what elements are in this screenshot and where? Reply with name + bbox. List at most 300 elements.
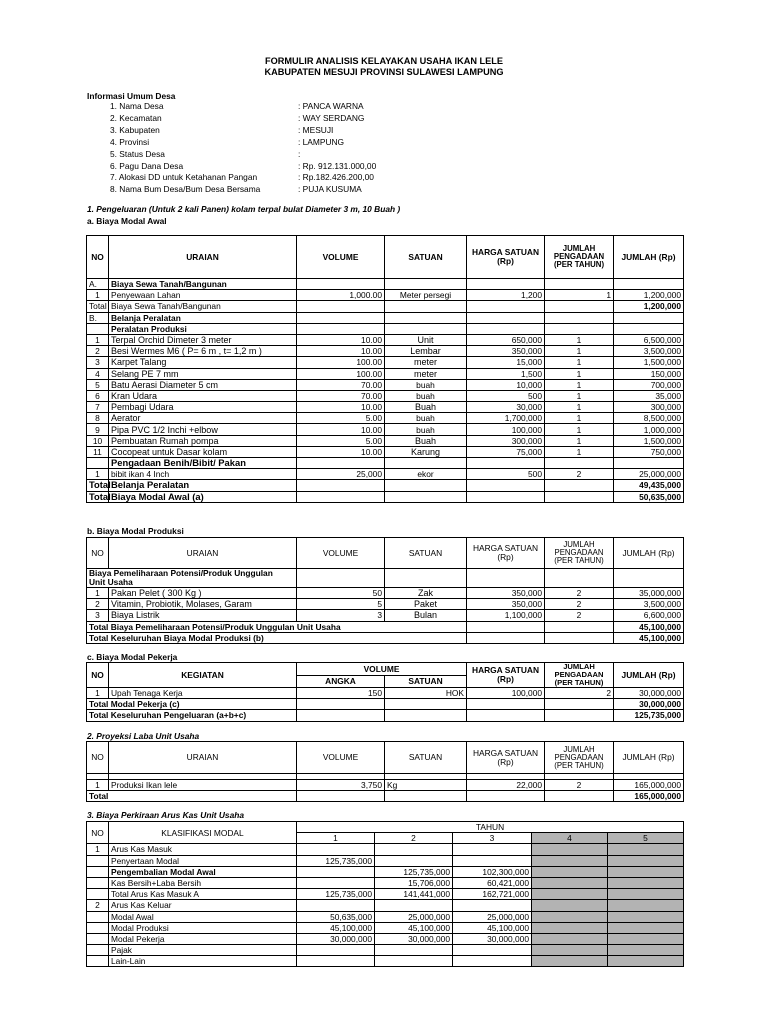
total-value: 165,000,000 — [614, 791, 684, 802]
cell-vol — [297, 301, 385, 312]
cell-no: 2 — [87, 346, 109, 357]
cell-y2: 125,735,000 — [375, 866, 453, 877]
cell-uraian: Pembuatan Rumah pompa — [109, 435, 297, 446]
info-value: : PANCA WARNA — [298, 101, 364, 111]
table-row — [87, 877, 684, 888]
cell-jp: 2 — [545, 780, 614, 791]
cell-label: Lain-Lain — [109, 956, 297, 967]
grand-total-label: Total Keseluruhan Pengeluaran (a+b+c) — [87, 710, 297, 721]
cell-vol: 10.00 — [297, 424, 385, 435]
cell-no: 9 — [87, 424, 109, 435]
cell-y1 — [297, 945, 375, 956]
table-row — [87, 334, 684, 345]
cell-y1 — [297, 844, 375, 855]
cell-harga: 500 — [467, 390, 545, 401]
cell-jp: 1 — [545, 390, 614, 401]
cell-y3: 45,100,000 — [453, 922, 532, 933]
cell-sat — [385, 480, 467, 491]
section-1-heading: 1. Pengeluaran (Untuk 2 kali Panen) kolam terpal bulat Diameter 3 m, 10 Buah ) — [87, 204, 401, 214]
cell-label: Arus Kas Masuk — [109, 844, 297, 855]
col-harga: HARGA SATUAN (Rp) — [467, 663, 545, 688]
cell-vol: 100.00 — [297, 357, 385, 368]
cell-sat: meter — [385, 368, 467, 379]
cell-jml: 750,000 — [614, 446, 684, 457]
cell-label: Modal Awal — [109, 911, 297, 922]
col-satuan: SATUAN — [385, 675, 467, 688]
col-tahun: TAHUN — [297, 822, 684, 833]
col-year-3: 3 — [453, 833, 532, 844]
cell-no: 1 — [87, 588, 109, 599]
cell-sat — [385, 312, 467, 323]
cell-no — [87, 911, 109, 922]
cell-uraian: Penyewaan Lahan — [109, 290, 297, 301]
col-volume: VOLUME — [297, 742, 385, 774]
cell-label: Penyertaan Modal — [109, 855, 297, 866]
cell-no: B. — [87, 312, 109, 323]
col-satuan: SATUAN — [385, 236, 467, 279]
col-jumlah: JUMLAH (Rp) — [614, 663, 684, 688]
cell-sat: Lembar — [385, 346, 467, 357]
cell-vol — [297, 458, 385, 469]
table-row — [87, 945, 684, 956]
cell-vol: 25,000 — [297, 469, 385, 480]
col-no: NO — [87, 538, 109, 569]
col-jumlah-pengadaan: JUMLAH PENGADAAN (PER TAHUN) — [545, 236, 614, 279]
cell-sat: Buah — [385, 435, 467, 446]
cell-jml: 300,000 — [614, 402, 684, 413]
group-line-2: Unit Usaha — [89, 577, 133, 587]
cell-jml: 50,635,000 — [614, 491, 684, 502]
info-label: 6. Pagu Dana Desa — [110, 160, 184, 171]
cell-jml: 49,435,000 — [614, 480, 684, 491]
cell-no: 8 — [87, 413, 109, 424]
table-row — [87, 922, 684, 933]
table-row — [87, 446, 684, 457]
col-jumlah-pengadaan: JUMLAH PENGADAAN (PER TAHUN) — [545, 742, 614, 774]
table-row — [87, 413, 684, 424]
table-row — [87, 855, 684, 866]
cell-jml — [614, 312, 684, 323]
cell-jp: 1 — [545, 435, 614, 446]
cell-uraian: Kran Udara — [109, 390, 297, 401]
cell-empty-year — [608, 922, 684, 933]
table-row — [87, 390, 684, 401]
cell-sat — [385, 491, 467, 502]
cell-empty-year — [532, 866, 608, 877]
cell-y1 — [297, 877, 375, 888]
info-heading: Informasi Umum Desa — [87, 91, 176, 101]
cell-jml: 35,000 — [614, 390, 684, 401]
cell-jp — [545, 323, 614, 334]
cell-uraian: Batu Aerasi Diameter 5 cm — [109, 379, 297, 390]
total-value: 30,000,000 — [614, 699, 684, 710]
cell-empty-year — [532, 945, 608, 956]
cell-empty-year — [532, 844, 608, 855]
cell-harga: 100,000 — [467, 424, 545, 435]
cell-no: 5 — [87, 379, 109, 390]
cell-sat: Zak — [385, 588, 467, 599]
cell-jumlah: 30,000,000 — [614, 688, 684, 699]
cell-jp: 2 — [545, 469, 614, 480]
cell-y1 — [297, 866, 375, 877]
table-row — [87, 458, 684, 469]
cell-uraian: Biaya Sewa Tanah/Bangunan — [109, 279, 297, 290]
cell-empty-year — [608, 877, 684, 888]
cell-harga: 15,000 — [467, 357, 545, 368]
cell-empty-year — [532, 933, 608, 944]
cell-sat: Unit — [385, 334, 467, 345]
col-jumlah-pengadaan: JUMLAH PENGADAAN (PER TAHUN) — [545, 663, 614, 688]
cell-label: Pajak — [109, 945, 297, 956]
info-label: 7. Alokasi DD untuk Ketahanan Pangan — [110, 172, 258, 183]
cell-harga: 350,000 — [467, 599, 545, 610]
cell-empty-year — [608, 844, 684, 855]
cell-y3 — [453, 956, 532, 967]
cell-empty-year — [532, 855, 608, 866]
cell-uraian: Biaya Listrik — [109, 610, 297, 621]
col-volume: VOLUME — [297, 663, 467, 676]
cell-jml: 6,600,000 — [614, 610, 684, 621]
table-row — [87, 900, 684, 911]
cell-empty-year — [608, 933, 684, 944]
table-row — [87, 480, 684, 491]
section-1a-heading: a. Biaya Modal Awal — [87, 216, 167, 226]
cell-y1 — [297, 900, 375, 911]
cell-jp — [545, 491, 614, 502]
cell-empty-year — [608, 855, 684, 866]
cell-uraian: Pembagi Udara — [109, 402, 297, 413]
col-satuan: SATUAN — [385, 538, 467, 569]
cell-harga: 300,000 — [467, 435, 545, 446]
total-value: 45,100,000 — [614, 621, 684, 632]
col-harga: HARGA SATUAN (Rp) — [467, 236, 545, 279]
cell-uraian: Vitamin, Probiotik, Molases, Garam — [109, 599, 297, 610]
cell-no — [87, 945, 109, 956]
cell-jml — [614, 323, 684, 334]
total-label: Total Keseluruhan Biaya Modal Produksi (b) — [87, 632, 467, 643]
cell-uraian: Terpal Orchid Dimeter 3 meter — [109, 334, 297, 345]
cell-y2: 15,706,000 — [375, 877, 453, 888]
cell-sat: Bulan — [385, 610, 467, 621]
info-label: 2. Kecamatan — [110, 112, 162, 123]
table-modal-awal — [86, 235, 684, 503]
cell-jml — [614, 279, 684, 290]
col-harga: HARGA SATUAN (Rp) — [467, 538, 545, 569]
cell-harga — [467, 279, 545, 290]
cell-harga — [467, 301, 545, 312]
group-label — [87, 569, 297, 588]
cell-uraian: Karpet Talang — [109, 357, 297, 368]
table-row — [87, 424, 684, 435]
cell-empty-year — [532, 922, 608, 933]
cell-label: Modal Pekerja — [109, 933, 297, 944]
cell-jp: 1 — [545, 446, 614, 457]
info-value: : — [298, 148, 301, 159]
cell-y3 — [453, 900, 532, 911]
cell-harga — [467, 458, 545, 469]
cell-no: 1 — [87, 844, 109, 855]
cell-uraian: Pakan Pelet ( 300 Kg ) — [109, 588, 297, 599]
cell-y2 — [375, 956, 453, 967]
cell-harga: 75,000 — [467, 446, 545, 457]
cell-jp: 1 — [545, 346, 614, 357]
col-jumlah: JUMLAH (Rp) — [614, 538, 684, 569]
cell-harga: 350,000 — [467, 346, 545, 357]
section-c-heading: c. Biaya Modal Pekerja — [87, 652, 178, 662]
cell-harga: 100,000 — [467, 688, 545, 699]
col-year-1: 1 — [297, 833, 375, 844]
cell-jumlah: 165,000,000 — [614, 780, 684, 791]
cell-y2 — [375, 855, 453, 866]
cell-satuan: Kg — [385, 780, 467, 791]
col-year-5: 5 — [608, 833, 684, 844]
table-row — [87, 290, 684, 301]
cell-kegiatan: Upah Tenaga Kerja — [109, 688, 297, 699]
table-row — [87, 491, 684, 502]
col-angka: ANGKA — [297, 675, 385, 688]
cell-jml: 25,000,000 — [614, 469, 684, 480]
cell-vol — [297, 480, 385, 491]
table-row — [87, 933, 684, 944]
cell-y3: 102,300,000 — [453, 866, 532, 877]
info-value: : Rp.182.426.200,00 — [298, 172, 374, 183]
cell-vol: 100.00 — [297, 368, 385, 379]
table-row — [87, 844, 684, 855]
cell-no: 10 — [87, 435, 109, 446]
cell-jp: 1 — [545, 402, 614, 413]
cell-jml: 1,200,000 — [614, 290, 684, 301]
cell-empty-year — [608, 911, 684, 922]
cell-volume: 3,750 — [297, 780, 385, 791]
cell-jml: 150,000 — [614, 368, 684, 379]
cell-jp: 1 — [545, 357, 614, 368]
cell-y3 — [453, 855, 532, 866]
cell-vol: 10.00 — [297, 334, 385, 345]
col-no: NO — [87, 663, 109, 688]
table-modal-produksi — [86, 537, 684, 644]
cell-y2 — [375, 945, 453, 956]
cell-vol: 3 — [297, 610, 385, 621]
col-klasifikasi: KLASIFIKASI MODAL — [109, 822, 297, 844]
cell-y3 — [453, 945, 532, 956]
cell-no: 3 — [87, 357, 109, 368]
info-label: 8. Nama Bum Desa/Bum Desa Bersama — [110, 184, 261, 195]
cell-y3: 162,721,000 — [453, 889, 532, 900]
cell-jml: 35,000,000 — [614, 588, 684, 599]
cell-jp: 1 — [545, 368, 614, 379]
cell-no — [87, 877, 109, 888]
col-uraian: URAIAN — [109, 236, 297, 279]
cell-no: 3 — [87, 610, 109, 621]
cell-label: Modal Produksi — [109, 922, 297, 933]
info-value: : Rp. 912.131.000,00 — [298, 160, 377, 171]
table-row — [87, 588, 684, 599]
cell-uraian: Cocopeat untuk Dasar kolam — [109, 446, 297, 457]
cell-harga: 1,500 — [467, 368, 545, 379]
cell-jp — [545, 301, 614, 312]
cell-no: 4 — [87, 368, 109, 379]
document-title: FORMULIR ANALISIS KELAYAKAN USAHA IKAN LELE — [264, 56, 504, 66]
cell-y3: 60,421,000 — [453, 877, 532, 888]
cell-vol — [297, 323, 385, 334]
cell-uraian: Biaya Modal Awal (a) — [109, 491, 297, 502]
col-jumlah-pengadaan: JUMLAH PENGADAAN (PER TAHUN) — [545, 538, 614, 569]
cell-jp: 1 — [545, 424, 614, 435]
cell-empty-year — [608, 866, 684, 877]
cell-jml: 6,500,000 — [614, 334, 684, 345]
cell-sat — [385, 458, 467, 469]
cell-harga: 22,000 — [467, 780, 545, 791]
cell-empty-year — [532, 889, 608, 900]
document-subtitle: KABUPATEN MESUJI PROVINSI SULAWESI LAMPUNG — [264, 67, 504, 77]
col-uraian: URAIAN — [109, 742, 297, 774]
cell-sat: Buah — [385, 402, 467, 413]
cell-empty-year — [532, 877, 608, 888]
cell-uraian: Aerator — [109, 413, 297, 424]
table-row — [87, 911, 684, 922]
col-kegiatan: KEGIATAN — [109, 663, 297, 688]
cell-harga: 30,000 — [467, 402, 545, 413]
cell-y1: 30,000,000 — [297, 933, 375, 944]
info-label: 4. Provinsi — [110, 136, 150, 147]
cell-y2: 141,441,000 — [375, 889, 453, 900]
cell-jml: 1,500,000 — [614, 357, 684, 368]
cell-no — [87, 889, 109, 900]
col-volume: VOLUME — [297, 538, 385, 569]
cell-no — [87, 922, 109, 933]
table-row — [87, 469, 684, 480]
section-2-heading: 2. Proyeksi Laba Unit Usaha — [87, 731, 200, 741]
cell-y2: 30,000,000 — [375, 933, 453, 944]
cell-harga: 10,000 — [467, 379, 545, 390]
cell-y1: 50,635,000 — [297, 911, 375, 922]
cell-harga: 650,000 — [467, 334, 545, 345]
cell-y3: 30,000,000 — [453, 933, 532, 944]
cell-empty-year — [532, 911, 608, 922]
cell-empty-year — [608, 900, 684, 911]
cell-jml: 3,500,000 — [614, 346, 684, 357]
cell-empty-year — [608, 945, 684, 956]
total-label: Total Modal Pekerja (c) — [87, 699, 297, 710]
cell-sat: Paket — [385, 599, 467, 610]
cell-no: Total — [87, 301, 109, 312]
cell-label: Kas Bersih+Laba Bersih — [109, 877, 297, 888]
cell-jp: 2 — [545, 610, 614, 621]
cell-y2 — [375, 900, 453, 911]
cell-harga: 1,200 — [467, 290, 545, 301]
col-jumlah: JUMLAH (Rp) — [614, 236, 684, 279]
col-no: NO — [87, 742, 109, 774]
cell-empty-year — [608, 956, 684, 967]
info-label: 5. Status Desa — [110, 148, 165, 159]
cell-y3: 25,000,000 — [453, 911, 532, 922]
total-label: Total Biaya Pemeliharaan Potensi/Produk Unggulan Unit Usaha — [87, 621, 467, 632]
cell-sat: buah — [385, 390, 467, 401]
cell-harga: 350,000 — [467, 588, 545, 599]
cell-jp: 1 — [545, 379, 614, 390]
cell-label: Pengembalian Modal Awal — [109, 866, 297, 877]
cell-no: 11 — [87, 446, 109, 457]
cell-uraian: Selang PE 7 mm — [109, 368, 297, 379]
cell-sat: meter — [385, 357, 467, 368]
cell-harga: 1,700,000 — [467, 413, 545, 424]
section-b-heading: b. Biaya Modal Produksi — [87, 526, 184, 536]
cell-vol: 5 — [297, 599, 385, 610]
col-harga: HARGA SATUAN (Rp) — [467, 742, 545, 774]
table-row — [87, 610, 684, 621]
cell-vol: 5.00 — [297, 435, 385, 446]
cell-label: Arus Kas Keluar — [109, 900, 297, 911]
cell-no: Total — [87, 491, 109, 502]
cell-jml: 1,200,000 — [614, 301, 684, 312]
cell-jp — [545, 458, 614, 469]
cell-harga — [467, 480, 545, 491]
cell-y1: 125,735,000 — [297, 889, 375, 900]
table-row — [87, 780, 684, 791]
cell-harga — [467, 491, 545, 502]
cell-uraian: Pipa PVC 1/2 Inchi +elbow — [109, 424, 297, 435]
cell-y1 — [297, 956, 375, 967]
info-value: : MESUJI — [298, 124, 334, 135]
cell-uraian: Belanja Peralatan — [109, 480, 297, 491]
table-modal-pekerja — [86, 662, 684, 722]
table-row — [87, 435, 684, 446]
cell-y2: 45,100,000 — [375, 922, 453, 933]
cell-uraian: Belanja Peralatan — [109, 312, 297, 323]
cell-no: 1 — [87, 469, 109, 480]
info-label: 1. Nama Desa — [110, 101, 164, 111]
cell-uraian: Biaya Sewa Tanah/Bangunan — [109, 301, 297, 312]
cell-no — [87, 956, 109, 967]
cell-y2: 25,000,000 — [375, 911, 453, 922]
table-row — [87, 357, 684, 368]
cell-vol: 1,000.00 — [297, 290, 385, 301]
cell-jp: 2 — [545, 588, 614, 599]
cell-vol — [297, 279, 385, 290]
cell-uraian: Besi Wermes M6 ( P= 6 m , t= 1,2 m ) — [109, 346, 297, 357]
table-row — [87, 599, 684, 610]
cell-sat: buah — [385, 424, 467, 435]
total-value: 45,100,000 — [614, 632, 684, 643]
cell-sat: buah — [385, 413, 467, 424]
cell-no: 1 — [87, 334, 109, 345]
info-value: : PUJA KUSUMA — [298, 184, 362, 195]
cell-harga — [467, 323, 545, 334]
table-row — [87, 889, 684, 900]
cell-vol: 70.00 — [297, 390, 385, 401]
cell-vol: 5.00 — [297, 413, 385, 424]
section-3-heading: 3. Biaya Perkiraan Arus Kas Unit Usaha — [87, 810, 245, 820]
cell-jml — [614, 458, 684, 469]
cell-jp: 2 — [545, 599, 614, 610]
cell-vol: 10.00 — [297, 346, 385, 357]
table-row — [87, 688, 684, 699]
cell-vol: 50 — [297, 588, 385, 599]
cell-sat: buah — [385, 379, 467, 390]
col-volume: VOLUME — [297, 236, 385, 279]
cell-sat — [385, 323, 467, 334]
cell-vol — [297, 312, 385, 323]
cell-no — [87, 323, 109, 334]
col-no: NO — [87, 822, 109, 844]
cell-jp: 1 — [545, 290, 614, 301]
cell-angka: 150 — [297, 688, 385, 699]
cell-vol: 70.00 — [297, 379, 385, 390]
cell-jp: 1 — [545, 413, 614, 424]
cell-no: 2 — [87, 900, 109, 911]
cell-jml: 700,000 — [614, 379, 684, 390]
cell-no: A. — [87, 279, 109, 290]
